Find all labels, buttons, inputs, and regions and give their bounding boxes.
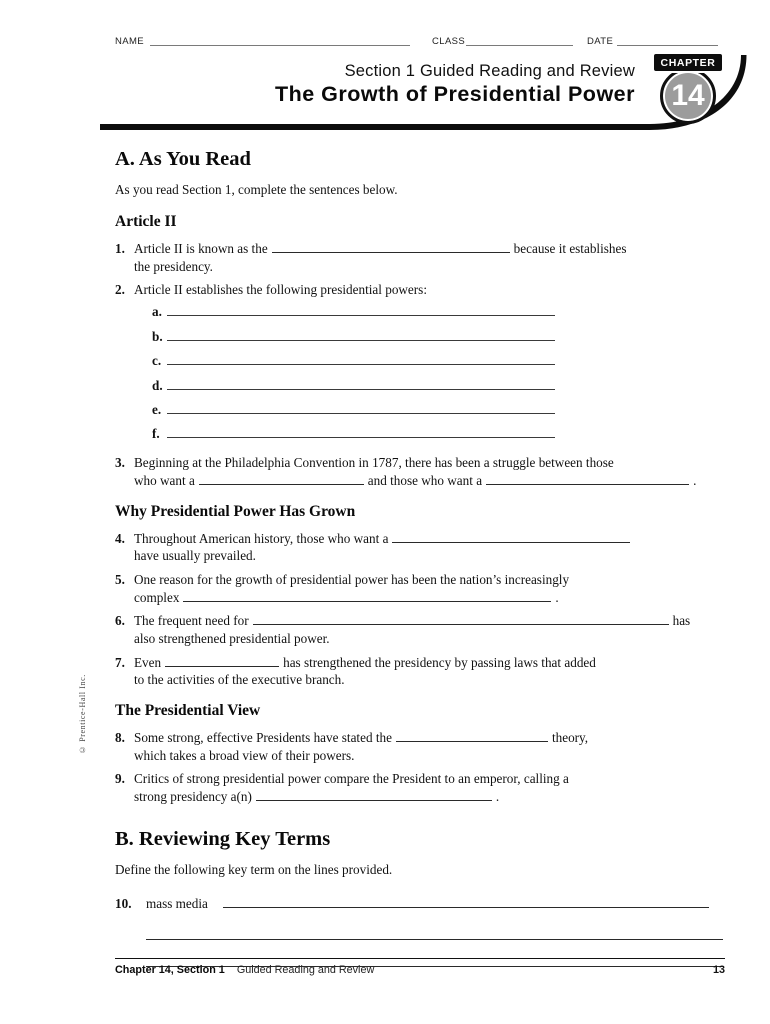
question-number: 3. [115,455,125,471]
question-text: because it establishes [513,241,627,257]
letter-label: d. [152,377,163,393]
footer-chapter-label: Chapter 14, Section 1 [115,964,225,976]
question-text: . [693,473,697,488]
question-text: who want a [134,473,195,488]
section-a-intro: As you read Section 1, complete the sentences below. [115,182,398,197]
question-4 [115,530,727,565]
blank-line [396,729,548,742]
question-number: 7. [115,654,125,670]
question-text: Article II is known as the [134,241,268,257]
page-number: 13 [712,964,725,976]
question-text: has [672,613,691,629]
question-text: which takes a broad view of their powers. [134,747,355,763]
question-text: have usually prevailed. [134,548,256,564]
question-text: Article II establishes the following presidential powers: [134,282,427,298]
question-1 [115,240,727,275]
letter-item-f [134,425,727,449]
section-a-heading: A. As You Read [115,148,251,170]
date-label: DATE [587,36,614,47]
view-heading: The Presidential View [115,701,261,719]
worksheet-content [115,148,727,967]
blank-line [167,376,555,390]
chapter-number-badge: 14 [660,68,716,124]
blank-line [146,939,723,940]
blank-line [256,788,492,801]
question-number: 9. [115,771,125,787]
page-title: The Growth of Presidential Power [274,82,635,106]
question-number: 8. [115,729,125,745]
question-text: the presidency. [134,258,213,274]
question-text: Critics of strong presidential power compare the President to an emperor, calling a [134,771,569,787]
question-6 [115,612,727,647]
letter-label: b. [152,328,163,344]
footer-subtitle: Guided Reading and Review [236,964,375,976]
letter-label: f. [152,426,160,442]
question-text: complex [134,589,180,605]
section-b-intro: Define the following key term on the lines provided. [115,861,393,877]
letter-item-a [134,303,727,327]
question-10 [115,895,727,913]
question-number: 2. [115,282,125,298]
question-5 [115,571,727,606]
question-8 [115,729,727,764]
letter-item-c [134,352,727,376]
question-text: Throughout American history, those who want a [134,530,389,546]
article-ii-heading: Article II [115,213,177,230]
question-number: 5. [115,571,125,587]
blank-line [199,472,364,485]
question-number: 6. [115,613,125,629]
question-7 [115,654,727,689]
blank-line [167,400,555,414]
question-text: The frequent need for [134,613,249,629]
section-b-heading: B. Reviewing Key Terms [115,827,331,850]
letter-label: c. [152,353,162,369]
letter-label: a. [152,304,162,320]
chapter-label-tab: CHAPTER [652,52,724,73]
blank-line [223,895,709,908]
name-label: NAME [115,36,145,47]
question-text: also strengthened presidential power. [134,630,330,646]
page-footer [115,958,725,976]
blank-line [165,654,279,667]
blank-line [167,303,555,317]
letter-item-b [134,327,727,351]
blank-line [486,472,689,485]
class-label: CLASS [432,36,466,47]
blank-line [272,240,510,253]
question-text: Some strong, effective Presidents have stated the [134,730,392,746]
blank-line [167,327,555,341]
question-text: strong presidency a(n) [134,788,252,804]
question-text: Beginning at the Philadelphia Convention in 1787, there has been a struggle between those [134,455,614,471]
letter-label: e. [152,402,162,418]
section-eyebrow: Section 1 Guided Reading and Review [344,62,635,80]
blank-line [167,352,555,366]
copyright-sidebar: © Prentice-Hall Inc. [78,674,87,754]
question-number: 1. [115,241,125,256]
letter-item-e [134,400,727,424]
question-text: has strengthened the presidency by passing laws that added [283,654,596,670]
question-text: Even [134,654,162,670]
question-text: and those who want a [367,473,483,488]
question-9 [115,770,727,805]
question-number: 10. [115,895,132,911]
letter-list [115,303,727,449]
letter-item-d [134,376,727,400]
blank-line [392,530,630,543]
blank-line [167,425,555,439]
question-2 [115,281,727,299]
key-term: mass media [146,895,208,911]
blank-line [183,589,551,602]
question-text: . [495,788,500,804]
question-text: . [555,589,559,605]
blank-line [253,612,669,625]
grown-heading: Why Presidential Power Has Grown [115,502,356,520]
question-number: 4. [115,530,125,546]
question-text: to the activities of the executive branch. [134,672,345,688]
question-text: One reason for the growth of presidential power has been the nation’s increasingly [134,571,570,587]
question-text: theory, [551,730,589,746]
question-3 [115,454,727,489]
